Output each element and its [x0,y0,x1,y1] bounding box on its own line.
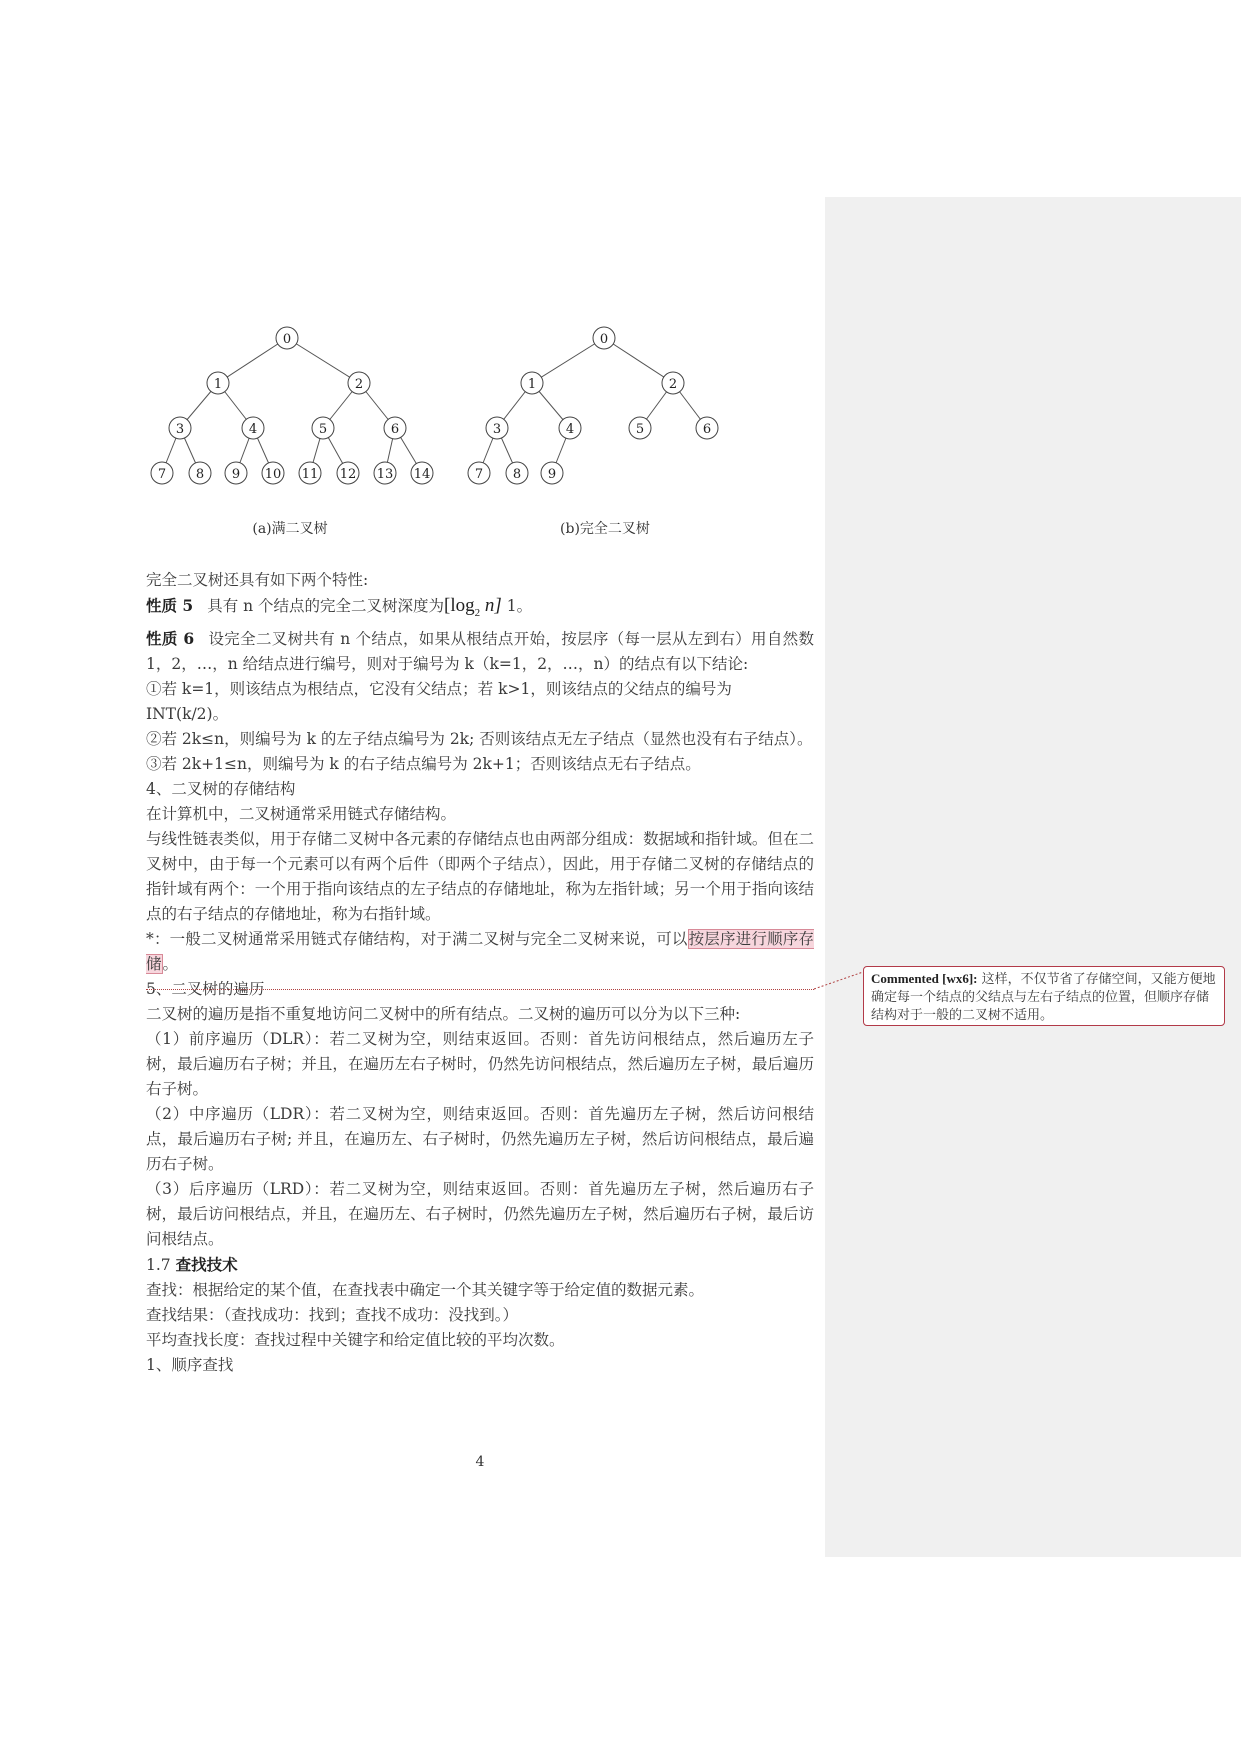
section-5-para-1: 二叉树的遍历是指不重复地访问二叉树中的所有结点。二叉树的遍历可以分为以下三种: [146,1004,741,1023]
full-tree-node [225,462,247,484]
tree-a-caption: (a)满二叉树 [252,521,328,537]
full-tree-node [207,372,229,394]
complete-tree-node [629,417,651,439]
full-tree-node-label: 14 [413,467,431,482]
note-text: *：一般二叉树通常采用链式存储结构，对于满二叉树与完全二叉树来说，可以 [146,929,688,948]
full-tree-node-label: 0 [282,332,292,347]
full-tree-node [169,417,191,439]
property-5 [146,593,814,626]
full-tree-node-label: 3 [175,422,185,437]
full-tree-node [262,462,284,484]
binary-tree-figure [140,320,740,540]
complete-tree-node [521,372,543,394]
comment-text: 这样，不仅节省了存储空间，又能方便地确定每一个结点的父结点与左右子结点的位置，但顺序存储结构对于一般的二叉树不适用。 [871,972,1216,1023]
full-tree-node-label: 4 [248,422,258,437]
section-4-para-1: 在计算机中，二叉树通常采用链式存储结构。 [146,804,457,823]
comment-anchor-line [146,989,814,990]
section-4-note: *：一般二叉树通常采用链式存储结构，对于满二叉树与完全二叉树来说，可以按层序进行顺序存储。 [146,929,814,973]
preorder-traversal: （1）前序遍历（DLR）：若二叉树为空，则结束返回。否则：首先访问根结点，然后遍历左子树，最后遍历右子树；并且，在遍历左右子树时，仍然先访问根结点，然后遍历左子树，最后遍历右子树。 [146,1029,814,1098]
complete-tree-node [541,462,563,484]
full-tree-node [312,417,334,439]
section-4-para-2: 与线性链表类似，用于存储二叉树中各元素的存储结点也由两部分组成：数据域和指针域。但在二叉树中，由于每一个元素可以有两个后件（即两个子结点），因此，用于存储二叉树的存储结点的指针域有两个：一个用于指向该结点的左子结点的存储地址，称为左指针域；另一个用于指向该结点的右子结点的存储地址，称为右指针域。 [146,829,814,923]
complete-tree-node-label: 0 [599,332,609,347]
property-6 [146,626,814,677]
complete-tree-node-label: 8 [512,467,522,482]
full-tree-node-label: 12 [339,467,357,482]
full-tree-node-label: 2 [354,377,364,392]
full-tree-node-label: 11 [301,467,319,482]
full-tree-node-label: 13 [376,467,394,482]
complete-tree-node-label: 2 [668,377,678,392]
search-result: 查找结果：（查找成功：找到；查找不成功：没找到。） [146,1305,519,1324]
commented-text-highlight[interactable]: 按层序进行顺序存储 [146,929,814,973]
complete-tree-node [559,417,581,439]
full-tree-node-label: 9 [231,467,241,482]
complete-tree-node-label: 4 [565,422,575,437]
full-tree-node [189,462,211,484]
complete-tree-node-label: 6 [702,422,712,437]
complete-tree-node-label: 3 [492,422,502,437]
complete-tree-node-label: 7 [474,467,484,482]
full-tree-node [299,462,321,484]
conclusion-3: ③若 2k+1≤n，则编号为 k 的右子结点编号为 2k+1；否则该结点无右子结点。 [146,754,701,773]
property-6-label: 性质 6 [146,628,195,648]
complete-tree-node [486,417,508,439]
average-search-length: 平均查找长度：查找过程中关键字和给定值比较的平均次数。 [146,1330,565,1349]
full-tree-node-label: 10 [264,467,282,482]
section-4-title: 4、二叉树的存储结构 [146,779,296,798]
property-6-text: 设完全二叉树共有 n 个结点，如果从根结点开始，按层序（每一层从左到右）用自然数 1，2，…，n 给结点进行编号，则对于编号为 k（k=1，2，…，n）的结点有以下结论: [146,629,815,673]
complete-tree-node-label: 5 [635,422,645,437]
log-expression: [$\log_2$ n] [444,595,502,619]
full-tree-node [276,327,298,349]
conclusion-1-int: INT(k/2)。 [146,704,229,723]
full-tree-node [151,462,173,484]
section-1-7-heading: 1.7 查找技术 [146,1254,238,1274]
page-number: 4 [475,1454,485,1470]
full-tree-node [411,462,433,484]
complete-tree-node [696,417,718,439]
complete-tree-node [593,327,615,349]
comment-markup-pane [825,197,1241,1557]
conclusion-1: ①若 k=1，则该结点为根结点，它没有父结点；若 k>1，则该结点的父结点的编号为 [146,679,732,698]
property-5-end: 1。 [501,597,533,615]
section-5-title: 5、二叉树的遍历 [146,979,265,998]
full-tree-node [374,462,396,484]
full-tree-edge [287,338,359,383]
full-tree-node [242,417,264,439]
complete-tree-node-label: 1 [527,377,537,392]
full-tree-node-label: 7 [157,467,167,482]
full-tree-node-label: 5 [318,422,328,437]
full-tree-edge [218,338,287,383]
tree-b-caption: (b)完全二叉树 [560,521,650,537]
sequential-search-title: 1、顺序查找 [146,1355,234,1374]
full-tree-node-label: 6 [390,422,400,437]
intro-line: 完全二叉树还具有如下两个特性: [146,571,369,589]
search-definition: 查找：根据给定的某个值，在查找表中确定一个其关键字等于给定值的数据元素。 [146,1280,705,1299]
full-tree-node [348,372,370,394]
comment-balloon[interactable] [863,966,1225,1026]
full-tree-node [384,417,406,439]
complete-tree-node [468,462,490,484]
full-tree-node [337,462,359,484]
conclusion-2: ②若 2k≤n，则编号为 k 的左子结点编号为 2k; 否则该结点无左子结点（显然也没有右子结点）。 [146,729,813,748]
full-tree-node-label: 1 [213,377,223,392]
property-5-label: 性质 5 [146,596,194,615]
comment-label: Commented [wx6]: [871,971,978,986]
document-body [146,568,814,1378]
complete-tree-edge [604,338,673,383]
inorder-traversal: （2）中序遍历（LDR）：若二叉树为空，则结束返回。否则：首先遍历左子树，然后访问根结点，最后遍历右子树; 并且，在遍历左、右子树时，仍然先遍历左子树，然后访问根结点，最后遍历右子树。 [146,1104,814,1173]
full-tree-node-label: 8 [195,467,205,482]
complete-tree-node-label: 9 [547,467,557,482]
complete-tree-node [662,372,684,394]
complete-tree-edge [532,338,604,383]
binary-tree-diagrams [140,320,740,540]
postorder-traversal: （3）后序遍历（LRD）：若二叉树为空，则结束返回。否则：首先遍历左子树，然后遍历右子树，最后访问根结点，并且，在遍历左、右子树时，仍然先遍历左子树，然后遍历右子树，最后访问根结点。 [146,1179,814,1248]
property-5-text: 具有 n 个结点的完全二叉树深度为 [207,597,445,615]
complete-tree-node [506,462,528,484]
